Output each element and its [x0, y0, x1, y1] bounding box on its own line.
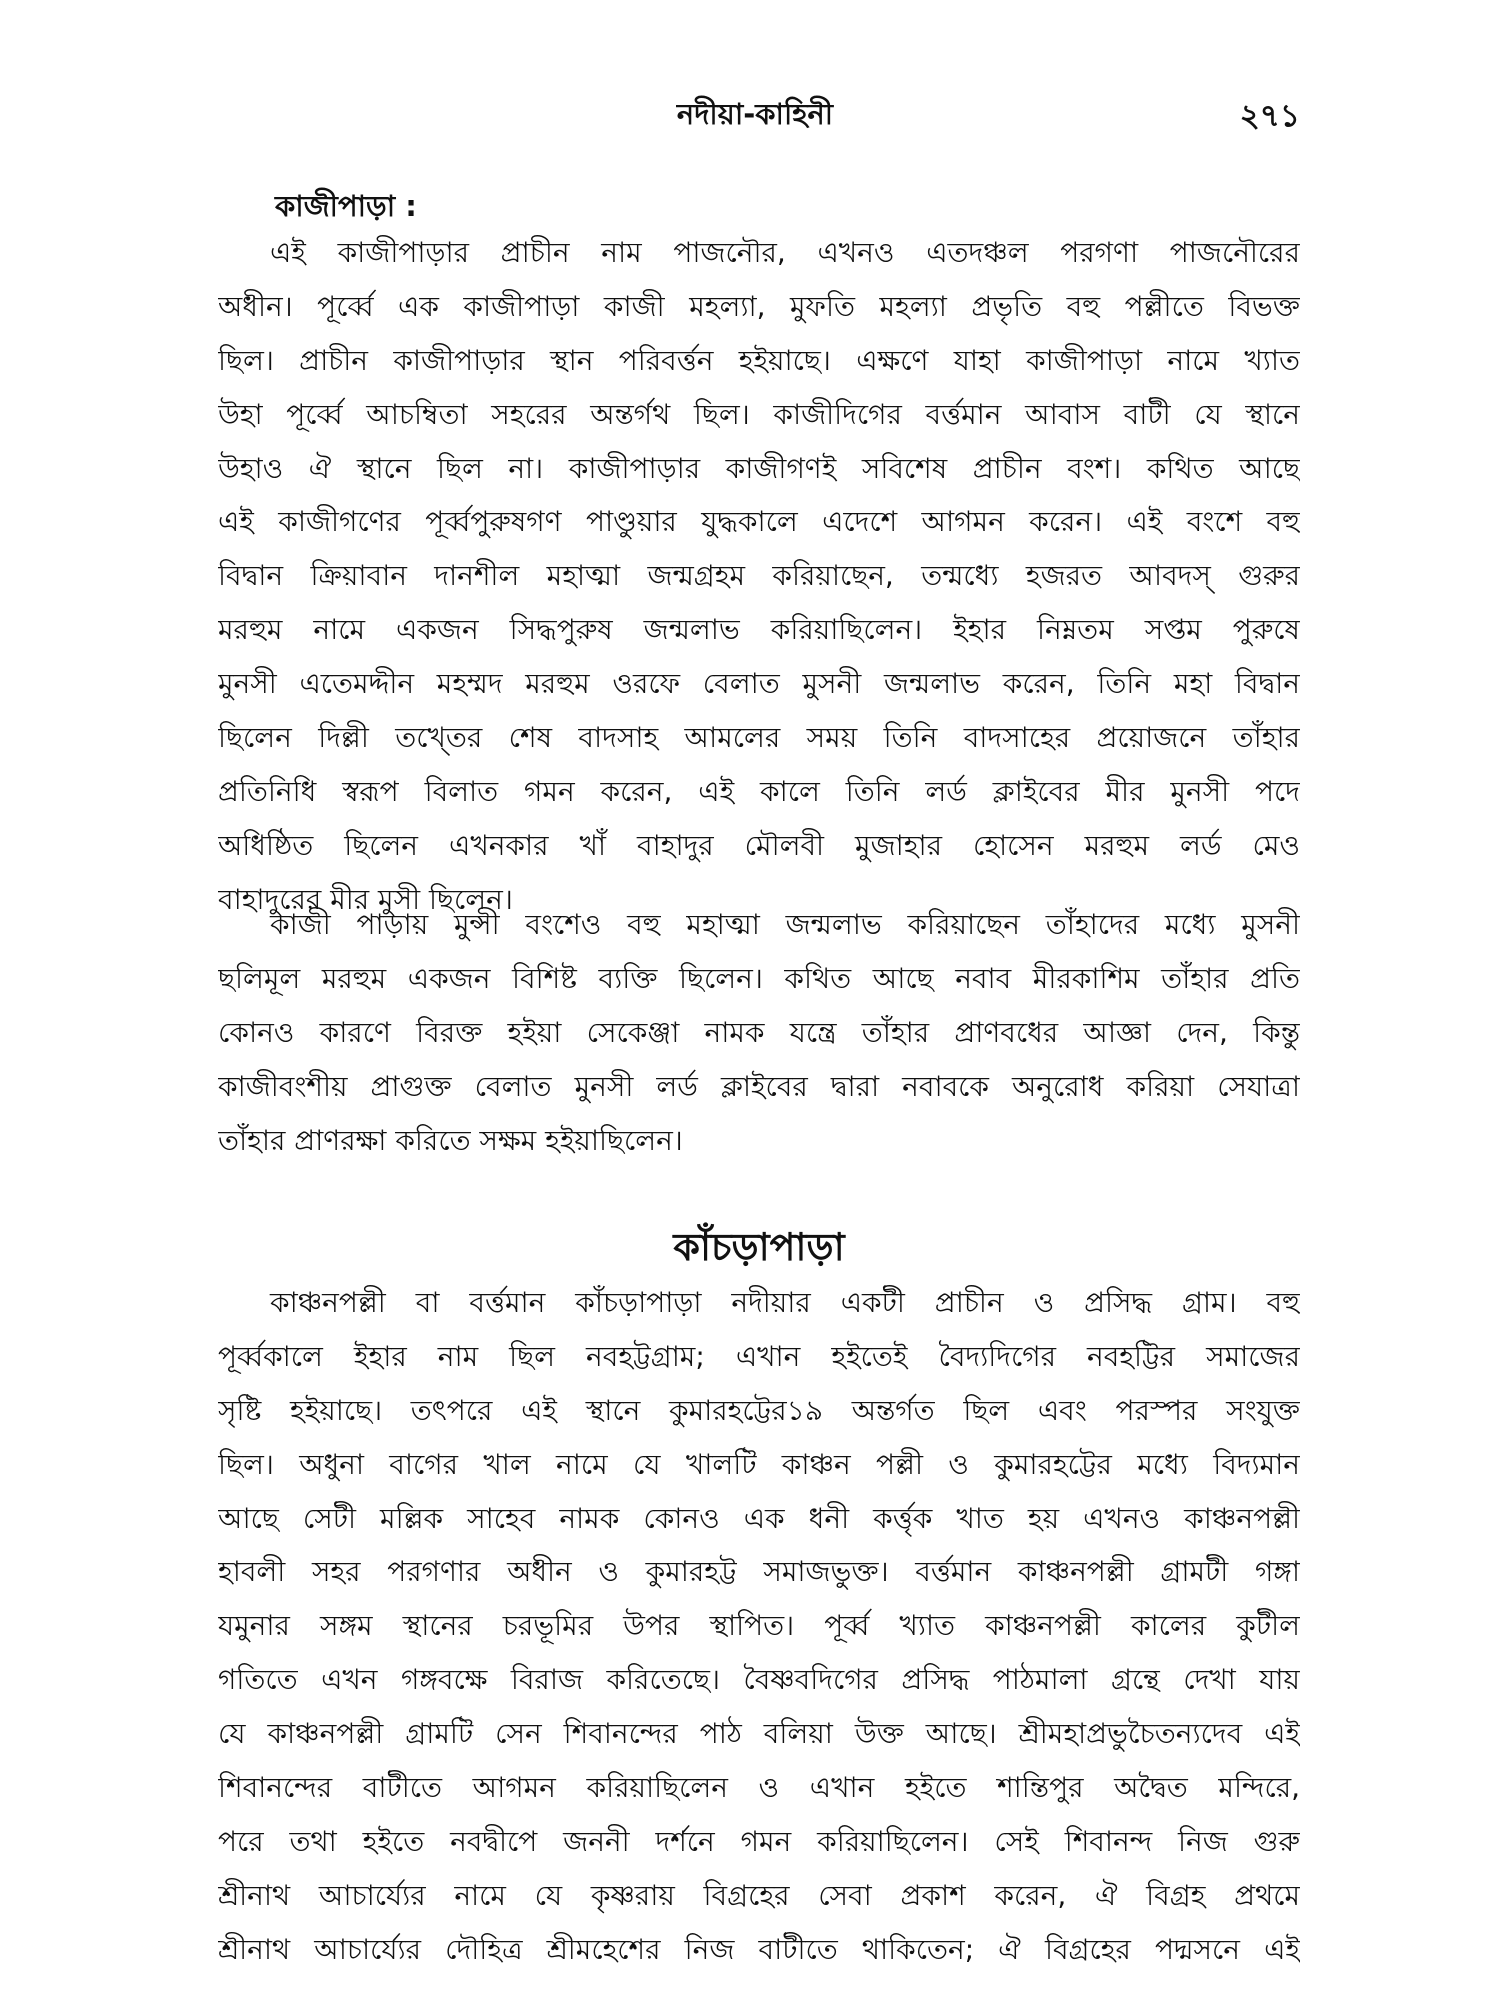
text-line: গতিতে এখন গঙ্গবক্ষে বিরাজ করিতেছে। বৈষ্ণবদিগের প্রসিদ্ধ পাঠমালা গ্রন্থে দেখা যায় — [218, 1663, 1300, 1697]
text-line: শিবানন্দের বাটীতে আগমন করিয়াছিলেন ও এখান হইতে শান্তিপুর অদ্বৈত মন্দিরে, — [218, 1771, 1300, 1805]
text-line: হাবলী সহর পরগণার অধীন ও কুমারহট্ট সমাজভুক্ত। বর্ত্তমান কাঞ্চনপল্লী গ্রামটী গঙ্গা — [218, 1555, 1300, 1589]
text-line: অধীন। পূর্ব্বে এক কাজীপাড়া কাজী মহল্যা, মুফতি মহল্যা প্রভৃতি বহু পল্লীতে বিভক্ত — [218, 289, 1300, 323]
text-line: আছে সেটী মল্লিক সাহেব নামক কোনও এক ধনী কর্ত্তৃক খাত হয় এখনও কাঞ্চনপল্লী — [218, 1501, 1300, 1535]
text-line: কোনও কারণে বিরক্ত হইয়া সেকেঞ্জা নামক যন্ত্রে তাঁহার প্রাণবধের আজ্ঞা দেন, কিন্তু — [218, 1015, 1300, 1049]
section-heading-kazipara: কাজীপাড়া : — [275, 189, 417, 223]
text-line: কাজী পাড়ায় মুন্সী বংশেও বহু মহাত্মা জন্মলাভ করিয়াছেন তাঁহাদের মধ্যে মুসনী — [270, 908, 1300, 941]
text-line: প্রতিনিধি স্বরূপ বিলাত গমন করেন, এই কালে তিনি লর্ড ক্লাইবের মীর মুনসী পদে — [218, 774, 1300, 808]
text-line: অধিষ্ঠিত ছিলেন এখনকার খাঁ বাহাদুর মৌলবী মুজাহার হোসেন মরহুম লর্ড মেও — [218, 828, 1300, 862]
text-line: পূর্ব্বকালে ইহার নাম ছিল নবহট্টগ্রাম; এখান হইতেই বৈদ্যদিগের নবহট্টির সমাজের — [218, 1339, 1300, 1373]
text-line: ছলিমূল মরহুম একজন বিশিষ্ট ব্যক্তি ছিলেন। কথিত আছে নবাব মীরকাশিম তাঁহার প্রতি — [218, 961, 1300, 995]
text-line: শ্রীনাথ আচার্য্যের দৌহিত্র শ্রীমহেশের নিজ বাটীতে থাকিতেন; ঐ বিগ্রহের পদ্মসনে এই — [218, 1932, 1300, 1966]
text-line: ছিলেন দিল্লী তখ্তের শেষ বাদসাহ আমলের সময় তিনি বাদসাহের প্রয়োজনে তাঁহার — [218, 721, 1300, 755]
paragraph-kazipara-2 — [218, 898, 1300, 1167]
page-number: ২৭১ — [1239, 98, 1300, 134]
text-line: তাঁহার প্রাণরক্ষা করিতে সক্ষম হইয়াছিলেন। — [218, 1123, 683, 1157]
text-line: শ্রীনাথ আচার্য্যের নামে যে কৃষ্ণরায় বিগ্রহের সেবা প্রকাশ করেন, ঐ বিগ্রহ প্রথমে — [218, 1878, 1300, 1912]
running-header — [210, 92, 1300, 132]
section-heading-kanchrapara: কাঁচড়াপাড়া — [673, 1225, 845, 1269]
text-line: যমুনার সঙ্গম স্থানের চরভূমির উপর স্থাপিত। পূর্ব্ব খ্যাত কাঞ্চনপল্লী কালের কুটীল — [218, 1609, 1300, 1643]
text-line: যে কাঞ্চনপল্লী গ্রামটি সেন শিবানন্দের পাঠ বলিয়া উক্ত আছে। শ্রীমহাপ্রভুচৈতন্যদেব এই — [218, 1717, 1300, 1751]
text-line: সৃষ্টি হইয়াছে। তৎপরে এই স্থানে কুমারহট্টের১৯ অন্তর্গত ছিল এবং পরস্পর সংযুক্ত — [218, 1393, 1300, 1427]
paragraph-kanchrapara-1 — [218, 1276, 1300, 1977]
text-line: মরহুম নামে একজন সিদ্ধপুরুষ জন্মলাভ করিয়াছিলেন। ইহার নিম্নতম সপ্তম পুরুষে — [218, 613, 1300, 647]
text-line: বাহাদুরের মীর মুসী ছিলেন। — [218, 882, 513, 916]
text-line: কাঞ্চনপল্লী বা বর্ত্তমান কাঁচড়াপাড়া নদীয়ার একটী প্রাচীন ও প্রসিদ্ধ গ্রাম। বহু — [270, 1286, 1300, 1319]
text-line: এই কাজীগণের পূর্ব্বপুরুষগণ পাণ্ডুয়ার যুদ্ধকালে এদেশে আগমন করেন। এই বংশে বহু — [218, 505, 1300, 539]
text-line: কাজীবংশীয় প্রাগুক্ত বেলাত মুনসী লর্ড ক্লাইবের দ্বারা নবাবকে অনুরোধ করিয়া সেযাত্রা — [218, 1069, 1300, 1103]
running-title: নদীয়া-কাহিনী — [676, 97, 834, 131]
text-line: উহাও ঐ স্থানে ছিল না। কাজীপাড়ার কাজীগণই সবিশেষ প্রাচীন বংশ। কথিত আছে — [218, 451, 1300, 485]
text-line: ছিল। অধুনা বাগের খাল নামে যে খালটি কাঞ্চন পল্লী ও কুমারহট্টের মধ্যে বিদ্যমান — [218, 1447, 1300, 1481]
text-line: বিদ্বান ক্রিয়াবান দানশীল মহাত্মা জন্মগ্রহম করিয়াছেন, তন্মধ্যে হজরত আবদস্ গুরুর — [218, 559, 1300, 593]
text-line: মুনসী এতেমদ্দীন মহম্মদ মরহুম ওরফে বেলাত মুসনী জন্মলাভ করেন, তিনি মহা বিদ্বান — [218, 667, 1300, 701]
text-line: ছিল। প্রাচীন কাজীপাড়ার স্থান পরিবর্ত্তন হইয়াছে। এক্ষণে যাহা কাজীপাড়া নামে খ্যাত — [218, 343, 1300, 377]
text-line: উহা পূর্ব্বে আচম্বিতা সহরের অন্তর্গথ ছিল। কাজীদিগের বর্ত্তমান আবাস বাটী যে স্থানে — [218, 397, 1300, 431]
text-line: এই কাজীপাড়ার প্রাচীন নাম পাজনৌর, এখনও এতদঞ্চল পরগণা পাজনৌরের — [270, 236, 1300, 269]
paragraph-kazipara-1 — [218, 226, 1300, 927]
text-line: পরে তথা হইতে নবদ্বীপে জননী দর্শনে গমন করিয়াছিলেন। সেই শিবানন্দ নিজ গুরু — [218, 1824, 1300, 1858]
